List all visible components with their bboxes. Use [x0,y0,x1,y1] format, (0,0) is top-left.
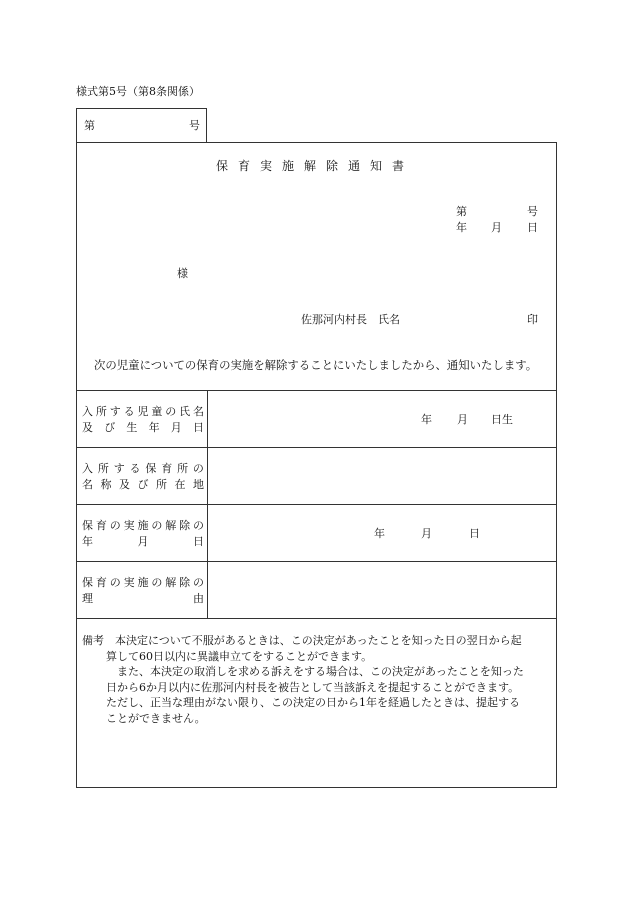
row-release-date-label-1 [82,520,204,531]
row-child-birth-day: 日生 [491,413,513,426]
form-code: 様式第5号（第8条関係） [76,85,200,98]
row-child-name-label-2 [82,422,204,433]
issue-go: 号 [527,205,538,218]
row-release-date-label-2-text: 年 月 日 [82,535,204,548]
notice-text: 次の児童についての保育の実施を解除することにいたしましたから、通知いたします。 [94,358,538,372]
row-facility-label-2 [82,479,204,490]
issue-year: 年 [456,221,467,234]
remarks-text-1: 本決定について不服があるときは、この決定があったことを知った日の翌日から起 [115,634,522,647]
row-reason-label-1 [82,577,204,588]
row-release-date-label-2 [82,536,204,547]
row-facility-label-1-text: 入 所 す る 保 育 所 の [82,462,204,475]
remarks-line-2: 算して60日以内に異議申立てをすることができます。 [106,649,373,663]
remarks-line-6: ことができません。 [106,711,206,725]
row-release-year: 年 [374,527,385,540]
row-facility-label-2-text: 名 称 及 び 所 在 地 [82,478,204,491]
remarks-line-3: また、本決定の取消しを求める訴えをする場合は、この決定があったことを知った [117,665,524,678]
row-divider [76,447,557,448]
remarks-line-4: 日から6か月以内に佐那河内村長を被告として当該訴えを提起することができます。 [106,680,520,694]
seal-mark: 印 [527,313,538,326]
remarks-line-5: ただし、正当な理由がない限り、この決定の日から1年を経過したときは、提起する [106,696,520,709]
remarks-heading: 備考 [82,634,104,647]
row-reason-label-1-text: 保 育 の 実 施 の 解 除 の [82,576,204,589]
table-bottom-line [76,618,557,619]
label-column-divider [207,390,208,618]
row-reason-label-2-text: 理 由 [82,592,204,605]
issue-dai: 第 [456,205,467,218]
issue-day: 日 [527,221,538,234]
remarks-section [82,633,550,726]
row-release-day: 日 [469,527,480,540]
number-box-go: 号 [189,119,200,132]
row-release-date-label-1-text: 保 育 の 実 施 の 解 除 の [82,519,204,532]
document-title: 保育実施解除通知書 [216,159,415,173]
issuer-title: 佐那河内村長 氏名 [301,313,400,326]
addressee-suffix: 様 [177,267,188,280]
row-child-name-label-1: 入 所 す る 児 童 の 氏 名 [82,405,204,418]
remarks-line-1 [82,633,550,649]
table-top-line [76,390,557,391]
number-box [76,108,207,143]
row-child-name-label-2-text: 及 び 生 年 月 日 [82,421,204,434]
issue-month: 月 [491,221,502,234]
row-divider [76,561,557,562]
row-facility-label-1 [82,463,204,474]
row-child-birth-year: 年 [421,413,432,426]
row-reason-label-2 [82,593,204,604]
row-child-birth-month: 月 [457,413,468,426]
row-release-month: 月 [421,527,432,540]
row-divider [76,504,557,505]
number-box-dai: 第 [84,119,95,132]
